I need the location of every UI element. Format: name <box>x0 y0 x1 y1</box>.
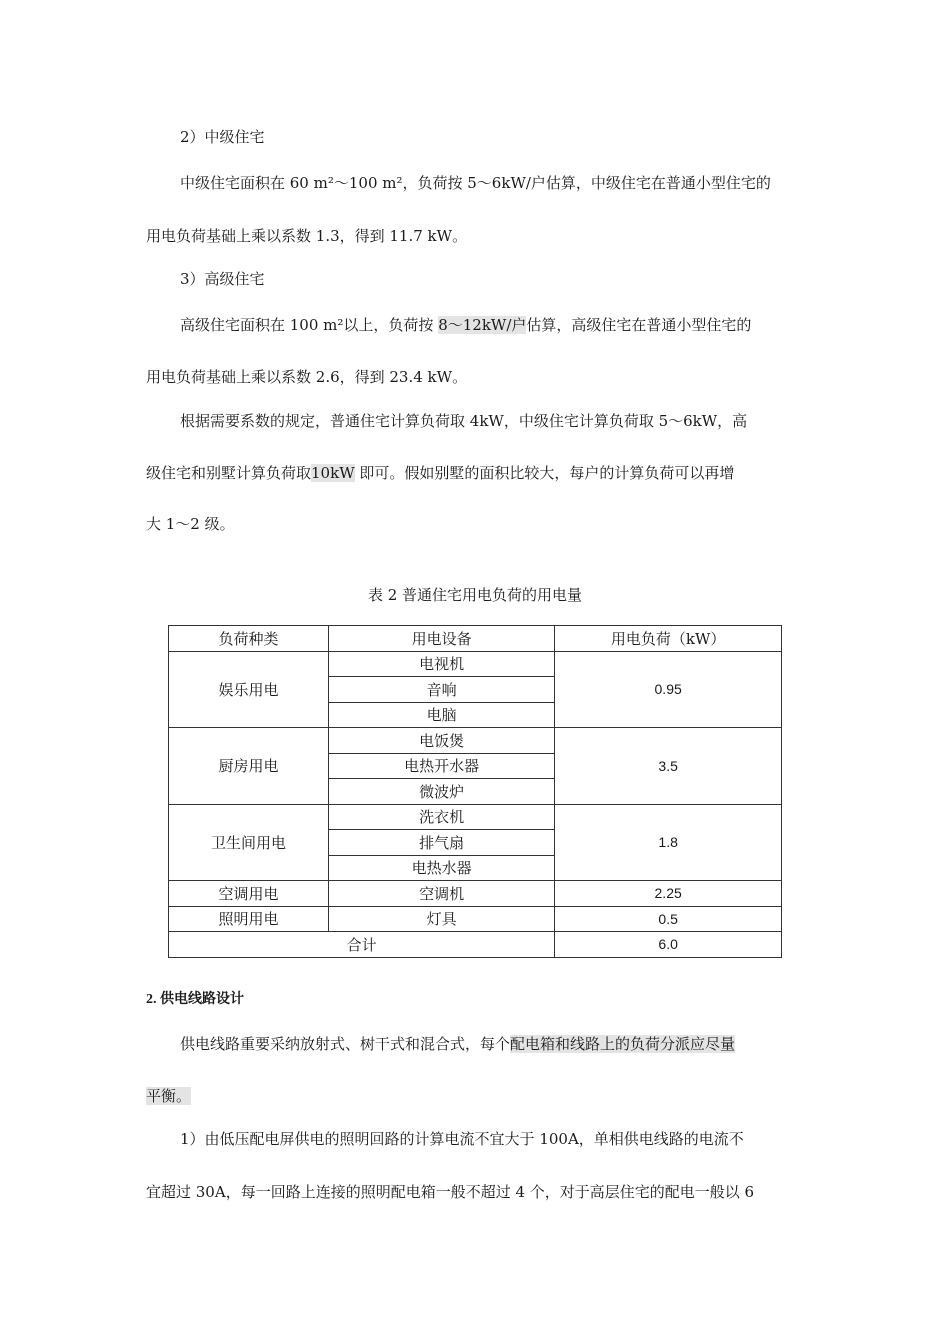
device-cell: 电热水器 <box>328 855 554 881</box>
paragraph-line <box>146 1085 191 1106</box>
paragraph-line: 用电负荷基础上乘以系数 2.6，得到 23.4 kW。 <box>146 368 468 386</box>
total-value-cell: 6.0 <box>555 932 782 958</box>
table-header-cell: 负荷种类 <box>169 626 329 652</box>
device-cell: 音响 <box>328 677 554 703</box>
load-table <box>168 625 782 958</box>
load-value-cell: 1.8 <box>555 804 782 881</box>
highlighted-text: 8～12kW/户 <box>438 316 527 334</box>
device-cell: 电视机 <box>328 651 554 677</box>
table-row <box>169 728 782 754</box>
table-caption: 表 2 普通住宅用电负荷的用电量 <box>367 586 583 604</box>
paragraph-line: 宜超过 30A，每一回路上连接的照明配电箱一般不超过 4 个，对于高层住宅的配电一般以 6 <box>146 1183 755 1201</box>
load-value-cell: 0.95 <box>555 651 782 728</box>
category-cell: 照明用电 <box>169 906 329 932</box>
paragraph-line: 根据需要系数的规定，普通住宅计算负荷取 4kW，中级住宅计算负荷取 5～6kW，高 <box>180 412 748 430</box>
paragraph-line: 高级住宅面积在 100 m²以上，负荷按 8～12kW/户估算，高级住宅在普通小型住宅的 <box>180 316 752 334</box>
category-cell: 娱乐用电 <box>169 651 329 728</box>
table-total-row <box>169 932 782 958</box>
device-cell: 空调机 <box>328 881 554 907</box>
category-cell: 厨房用电 <box>169 728 329 805</box>
device-cell: 灯具 <box>328 906 554 932</box>
category-cell: 卫生间用电 <box>169 804 329 881</box>
section-heading: 2. 供电线路设计 <box>146 992 244 1007</box>
highlighted-text: 平衡。 <box>146 1087 192 1105</box>
highlighted-text: 配电箱和线路上的负荷分派应尽量 <box>510 1035 736 1053</box>
paragraph-line: 大 1～2 级。 <box>146 515 235 533</box>
paragraph-line: 供电线路重要采纳放射式、树干式和混合式，每个配电箱和线路上的负荷分派应尽量 <box>180 1035 736 1053</box>
table-row <box>169 881 782 907</box>
paragraph-line: 1）由低压配电屏供电的照明回路的计算电流不宜大于 100A，单相供电线路的电流不 <box>180 1130 744 1148</box>
paragraph-line: 用电负荷基础上乘以系数 1.3，得到 11.7 kW。 <box>146 227 468 245</box>
subsection-middle-housing: 2）中级住宅 <box>180 128 265 146</box>
load-value-cell: 0.5 <box>555 906 782 932</box>
device-cell: 电脑 <box>328 702 554 728</box>
load-value-cell: 3.5 <box>555 728 782 805</box>
subsection-high-housing: 3）高级住宅 <box>180 270 265 288</box>
device-cell: 电热开水器 <box>328 753 554 779</box>
device-cell: 微波炉 <box>328 779 554 805</box>
load-value-cell: 2.25 <box>555 881 782 907</box>
table-header-cell: 用电设备 <box>328 626 554 652</box>
table-row <box>169 651 782 677</box>
device-cell: 排气扇 <box>328 830 554 856</box>
total-label-cell: 合计 <box>169 932 555 958</box>
table-row <box>169 804 782 830</box>
device-cell: 电饭煲 <box>328 728 554 754</box>
category-cell: 空调用电 <box>169 881 329 907</box>
paragraph-line: 级住宅和别墅计算负荷取10kW 即可。假如别墅的面积比较大，每户的计算负荷可以再增 <box>146 464 735 482</box>
paragraph-line: 中级住宅面积在 60 m²～100 m²，负荷按 5～6kW/户估算，中级住宅在普通小型住宅的 <box>180 174 771 192</box>
table-header-row <box>169 626 782 652</box>
highlighted-text: 10kW <box>311 464 355 482</box>
device-cell: 洗衣机 <box>328 804 554 830</box>
table-header-cell: 用电负荷（kW） <box>555 626 782 652</box>
table-row <box>169 906 782 932</box>
